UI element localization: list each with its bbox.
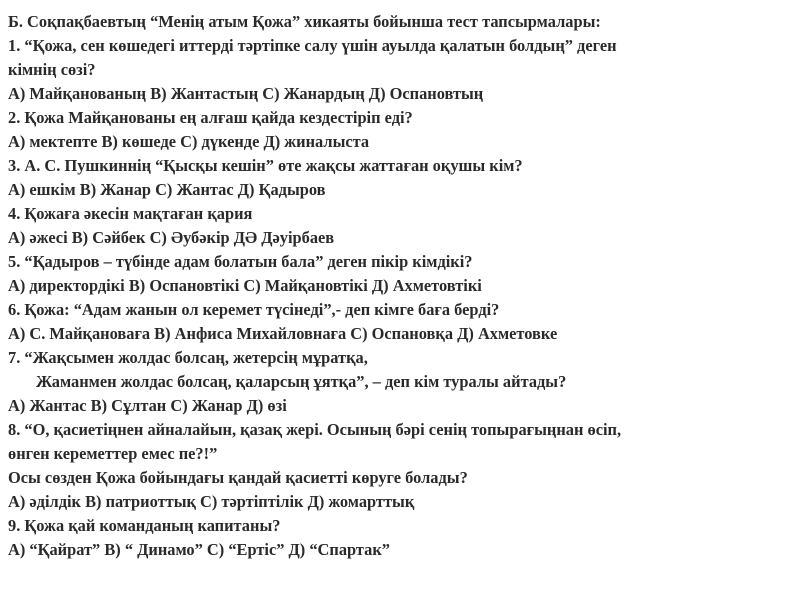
question-8-answers: А) әділдік В) патриоттық С) тәртіптілік Д) жомарттық	[8, 492, 415, 511]
question-7-line-2: Жаманмен жолдас болсаң, қаларсың ұятқа”, – деп кім туралы айтады?	[36, 372, 567, 391]
question-8-line-1: 8. “О, қасиетіңнен айналайын, қазақ жері. Осының бәрі сенің топырағыңнан өсіп,	[8, 420, 622, 439]
question-2-text: 2. Қожа Майқанованы ең алғаш қайда кездестіріп еді?	[8, 108, 413, 127]
question-9-answers: А) “Қайрат” В) “ Динамо” С) “Ертіс” Д) “Спартак”	[8, 540, 391, 559]
question-5-answers: А) директордікі В) Оспановтікі С) Майқановтікі Д) Ахметовтікі	[8, 276, 482, 295]
question-1-line-2: кімнің сөзі?	[8, 60, 96, 79]
question-4-text: 4. Қожаға әкесін мақтаған қария	[8, 204, 253, 223]
question-7-line-1: 7. “Жақсымен жолдас болсаң, жетерсің мұратқа,	[8, 348, 368, 367]
question-8-line-3: Осы сөзден Қожа бойындағы қандай қасиетті көруге болады?	[8, 468, 468, 487]
question-5-text: 5. “Қадыров – түбінде адам болатын бала” деген пікір кімдікі?	[8, 252, 473, 271]
question-1-answers: А) Майқанованың В) Жантастың С) Жанардың Д) Оспановтың	[8, 84, 484, 103]
question-1-line-1: 1. “Қожа, сен көшедегі иттерді тәртіпке салу үшін ауылда қалатын болдың” деген	[8, 36, 617, 55]
question-9-text: 9. Қожа қай команданың капитаны?	[8, 516, 281, 535]
question-7-answers: А) Жантас В) Сұлтан С) Жанар Д) өзі	[8, 396, 287, 415]
question-3-answers: А) ешкім В) Жанар С) Жантас Д) Қадыров	[8, 180, 326, 199]
document-title: Б. Соқпақбаевтың “Менің атым Қожа” хикаяты бойынша тест тапсырмалары:	[8, 12, 601, 31]
question-8-line-2: өнген кереметтер емес пе?!”	[8, 444, 218, 463]
question-4-answers: А) әжесі В) Сәйбек С) Әубәкір ДӘ Дәуірбаев	[8, 228, 335, 247]
question-3-text: 3. А. С. Пушкиннің “Қысқы кешін” өте жақсы жаттаған оқушы кім?	[8, 156, 523, 175]
question-2-answers: А) мектепте В) көшеде С) дүкенде Д) жиналыста	[8, 132, 370, 151]
question-6-text: 6. Қожа: “Адам жанын ол керемет түсінеді”,- деп кімге баға берді?	[8, 300, 500, 319]
question-6-answers: А) С. Майқановаға В) Анфиса Михайловнаға С) Оспановқа Д) Ахметовке	[8, 324, 558, 343]
